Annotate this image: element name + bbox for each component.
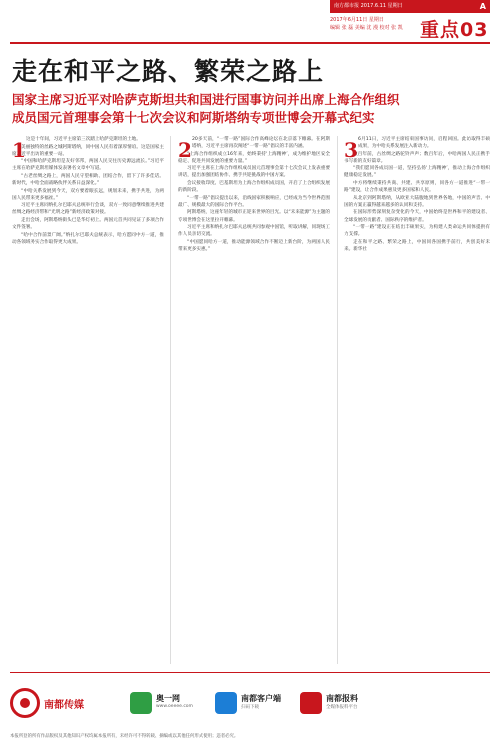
paragraph: 阿斯塔纳，这座年轻的城市正迎来世界的目光。以“未来能源”为主题的专项世博会在这里拉开帷幕。 [178,210,330,223]
megaphone-icon [300,692,322,714]
headline: 走在和平之路、繁荣之路上 [12,57,325,86]
brand-logo-icon [10,688,40,718]
page-letter: A [479,2,486,11]
paragraph: 这是十年间，习近平主席第三次踏上哈萨克斯坦的土地。 [26,137,141,142]
bottom-rule [10,672,490,673]
paragraph: “古老丝绸之路上，两国人民守望相助、团结合作，留下了许多佳话。新时代，中哈全面战略伙伴关系日益深化。” [12,173,164,187]
brand-name: 南都传媒 [44,700,84,711]
app-icon [215,692,237,714]
cta-app[interactable] [215,692,295,716]
footer-ad [10,684,490,732]
paragraph: “中国和哈萨克斯坦是友好邻邦，两国人民交往历史源远流长。”习近平主席在哈萨克斯坦媒体发表署名文章中写道。 [12,159,164,172]
dropcap-1: 1 [12,138,26,162]
paragraph: 在国际形势深刻复杂变化的今天，中国始终是世界和平的建设者、全球发展的贡献者、国际秩序的维护者。 [344,210,490,223]
paragraph: “上海合作组织成立16年来，始终秉持‘上海精神’，成为维护地区安全稳定、促进共同发展的重要力量。” [178,151,330,164]
paragraph: “哈中合作前景广阔。”纳扎尔巴耶夫总统表示，哈方愿同中方一道，推动各领域务实合作取得更大成果。 [12,232,164,245]
paragraph: 习近平主席同纳扎尔巴耶夫总统举行会谈，双方一致同意继续推进共建丝绸之路经济带和“光明之路”新经济政策对接。 [12,203,164,216]
brand-logo[interactable] [10,688,84,718]
section-title: 重点03 [420,19,489,41]
paragraph: “中哈关系发展到今天，双方要着眼长远，规划未来，携手共进，为两国人民带来更多福祉。” [12,188,164,201]
paragraph: 走在和平之路、繁荣之路上，中国同各国携手前行，共创美好未来。新华社 [344,239,490,252]
paragraph: “中国愿同哈方一道，推动能源领域合作不断迈上新台阶，为两国人民带来更多实惠。” [178,239,330,252]
cta-title: 南都报料 [326,694,358,703]
issue-date: 2017年6月11日 星期日 [330,17,384,23]
paragraph: 中方将继续秉持共商、共建、共享原则，同各方一道推进“一带一路”建设，让合作成果惠及更多国家和人民。 [344,181,490,194]
paragraph: 6月11日，习近平主席结束国事访问，启程回国。此访取得丰硕成果，为中哈关系发展注入新动力。 [358,137,490,150]
column-divider [170,136,171,664]
article-column-1 [12,136,164,664]
dropcap-2: 2 [178,138,192,162]
subheadline-line-2: 成员国元首理事会第十七次会议和阿斯塔纳专项世博会开幕式纪实 [12,110,375,125]
qr-code-icon [130,692,152,714]
cta-tipline[interactable] [300,692,380,716]
paragraph: 习近平主席和纳扎尔巴耶夫总统共同参观中国馆，听取讲解，同现场工作人员亲切交流。 [178,225,330,238]
cta-subtitle: 扫码下载 [241,705,259,710]
article-column-2 [178,136,330,664]
page-info-bar [330,0,490,13]
cta-title: 奥一网 [156,694,180,703]
column-divider [337,136,338,664]
top-rule [10,42,490,44]
paragraph: 20多天前，“一带一路”国际合作高峰论坛在北京落下帷幕。在阿斯塔纳，习近平主席再次阐述“一带一路”倡议的丰富内涵。 [192,137,330,150]
paragraph: 走出会场，阿斯塔纳街头已是华灯初上。两国元首共同见证了多项合作文件签署。 [12,218,164,231]
subheadline-line-1: 国家主席习近平对哈萨克斯坦共和国进行国事访问并出席上海合作组织 [12,92,400,107]
dropcap-3: 3 [344,138,358,162]
paragraph: 数百年前，古丝绸之路驼铃声声；数百年后，中哈两国人民正携手书写新的友好篇章。 [344,151,490,164]
paper-info: 南方都市报 2017.6.11 星期日 [334,3,403,9]
article-column-3 [344,136,490,664]
paragraph: 习近平主席在上海合作组织成员国元首理事会第十七次会议上发表重要讲话，提出加强团结协作、携手共迎挑战的中国方案。 [178,166,330,179]
cta-subtitle: 全媒体报料平台 [326,705,358,710]
editor-credits: 编辑 张 磊 美编 沈 漫 校对 张 凯 [330,25,403,31]
cta-subtitle: www.oeeee.com [156,704,193,709]
cta-oeeee[interactable] [130,692,210,716]
paragraph: 会议接收印度、巴基斯坦为上海合作组织成员国，开启了上合组织发展的新阶段。 [178,181,330,194]
cta-title: 南都客户端 [241,694,281,703]
dateline [330,16,414,32]
paragraph: “我们愿同各成员国一道，坚持弘扬‘上海精神’，推动上海合作组织健康稳定发展。” [344,166,490,179]
paragraph: “一带一路”建设正在结出丰硕果实，为构建人类命运共同体提供有力支撑。 [344,225,490,238]
paragraph: 从北京到阿斯塔纳，从欧亚大陆腹地到世界各地，中国的声音、中国的方案正赢得越来越多的认同和支持。 [344,195,490,208]
paragraph: “一带一路”倡议提出以来，沿线国家积极响应，已经成为当今世界范围最广、规模最大的国际合作平台。 [178,195,330,208]
legal-notice: 本报所登的所有作品版权及其他知识产权均属本报所有，未经许可不得转载、摘编或以其他任何形式使用；违者必究。 [10,734,239,739]
paragraph: 美丽独特的丝路之城阿斯塔纳，同中国人民有着深厚情谊。这是国家主席习近平出访的重要一站。 [12,144,164,157]
